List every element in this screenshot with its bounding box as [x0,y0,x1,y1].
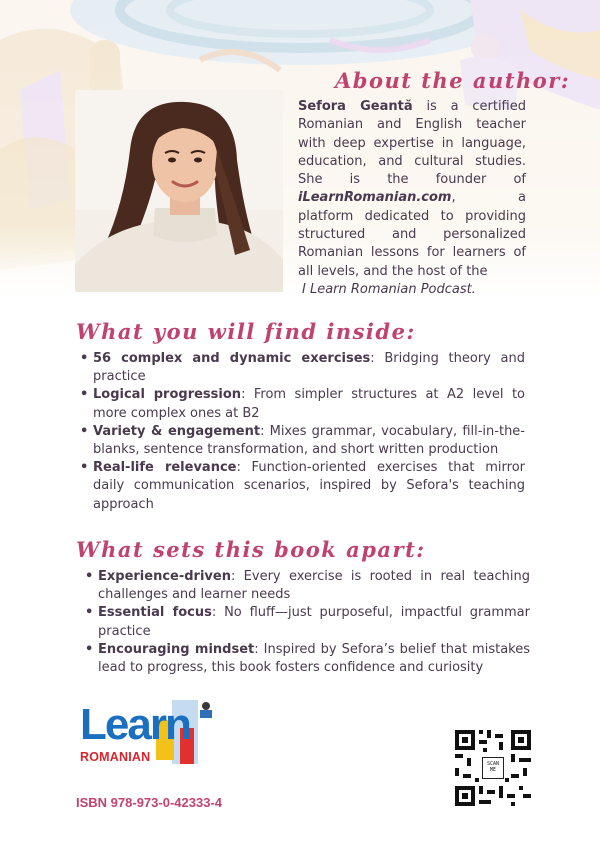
author-photo [75,90,283,292]
about-author-heading: About the author: [335,68,571,93]
qr-scan-word: SCAN [486,761,500,767]
podcast-name: I Learn Romanian Podcast [302,281,472,297]
list-item-desc: : Mixes grammar, vocabulary, fill-in-the-blanks, sentence transformation, and short written production [93,423,525,458]
logo-subtitle: ROMANIAN [80,750,151,764]
list-item-title: Experience-driven [98,569,231,584]
list-item-title: Logical progression [93,387,242,403]
author-name: Sefora Geantă [298,99,413,114]
author-bio [298,98,526,299]
qr-code[interactable] [453,728,533,808]
website-link[interactable]: iLearnRomanian.com [298,190,452,206]
qr-scan-label [482,757,504,779]
list-item-desc: : Function-oriented exercises that mirror daily communication scenarios, inspired by Sefora's teaching approach [93,460,525,512]
author-bio-part2: , a platform dedicated to providing structured and personalized Romanian lessons for learners of all levels, and the host of the [298,190,526,279]
list-item-desc: : Inspired by Sefora’s belief that mistakes lead to progress, this book fosters confidence and curiosity [98,641,531,676]
sets-apart-heading: What sets this book apart: [76,537,426,562]
author-bio-part1: is a certified Romanian and English teacher with deep expertise in language, education, and cultural studies. She is the founder of [298,99,526,188]
podcast-end: . [471,281,476,297]
find-inside-list [78,350,525,514]
list-item [83,604,530,640]
list-item [78,423,525,459]
list-item [78,386,525,422]
list-item [83,641,530,677]
list-item-desc: : From simpler structures at A2 level to more complex ones at B2 [93,387,525,421]
list-item-desc: : No fluff—just purposeful, impactful grammar practice [98,605,530,639]
find-inside-heading: What you will find inside: [76,319,416,344]
qr-me-word: ME [489,767,497,773]
learn-romanian-logo [80,698,240,768]
list-item-desc: : Bridging theory and practice [93,351,526,385]
isbn-number: ISBN 978-973-0-42333-4 [76,795,222,810]
list-item-title: Real-life relevance [93,460,237,476]
list-item [83,568,530,604]
sets-apart-list [83,568,530,677]
list-item-desc: : Every exercise is rooted in real teaching challenges and learner needs [98,569,530,603]
list-item [78,459,525,514]
list-item-title: Essential focus [98,605,212,621]
list-item [78,350,525,386]
logo-word: Learn [80,700,190,749]
list-item-title: Encouraging mindset [98,641,255,657]
list-item-title: 56 complex and dynamic exercises [93,351,371,366]
podcast-line [298,281,526,299]
list-item-title: Variety & engagement [93,423,261,439]
